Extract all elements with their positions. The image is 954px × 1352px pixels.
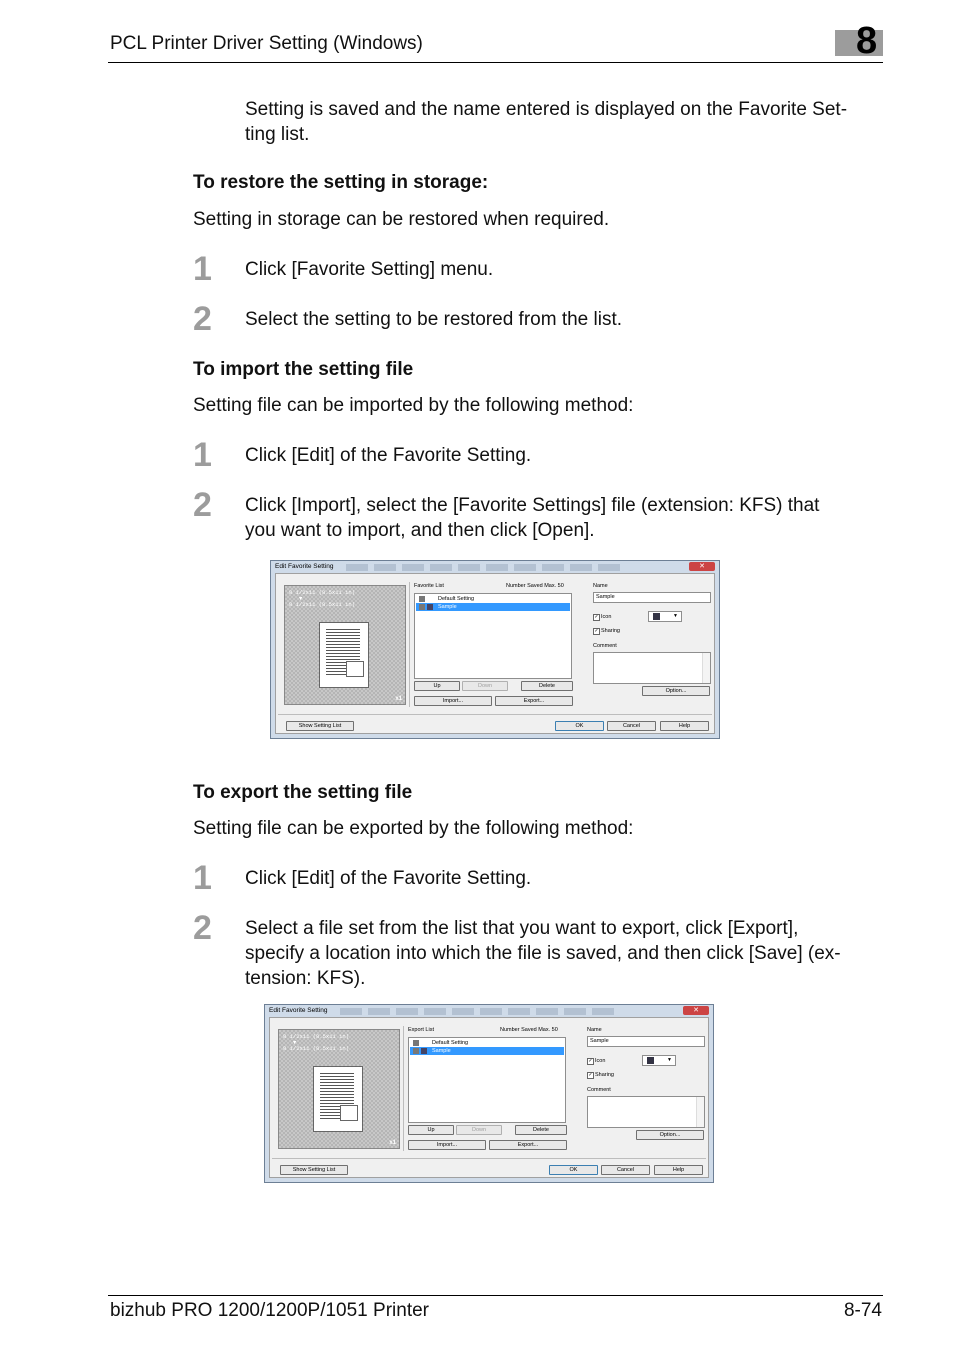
preview-paper-size: 8 1/2x11 (8.5x11 in) [289,589,356,596]
footer-rule [108,1295,883,1296]
sample-icon [413,1048,419,1054]
import-description: Setting file can be imported by the following method: [193,395,634,416]
copy-count: x1 [389,1140,396,1146]
printer-icon [427,604,433,610]
dialog-title: Edit Favorite Setting [269,1007,328,1014]
divider [278,714,712,715]
chapter-number: 8 [856,20,878,62]
preview-output-size: 8 1/2x11 (8.5x11 in) [289,601,356,608]
default-setting-icon [419,596,425,602]
step-number: 2 [193,909,212,947]
help-button[interactable]: Help [660,721,709,731]
icon-checkbox[interactable]: ✓ [594,614,599,620]
option-button[interactable]: Option... [636,1130,704,1140]
sharing-checkbox[interactable]: ✓ [594,628,599,634]
down-arrow-icon: ▼ [293,1039,297,1046]
ok-button[interactable]: OK [549,1165,598,1175]
list-item[interactable]: Default Setting [410,1039,564,1047]
sharing-label: Sharing [595,1072,614,1078]
step-number: 2 [193,486,212,524]
step-text: Click [Edit] of the Favorite Setting. [245,868,532,889]
down-arrow-icon: ▼ [299,595,303,602]
layout-preview [284,585,406,705]
chevron-down-icon: ▼ [673,613,678,619]
divider [403,1026,404,1151]
comment-input[interactable] [587,1096,705,1128]
option-button[interactable]: Option... [642,686,710,696]
name-input[interactable]: Sample [593,592,711,603]
step-text: Select the setting to be restored from the list. [245,309,623,330]
printer-icon [647,1057,654,1064]
step-text: Click [Edit] of the Favorite Setting. [245,445,532,466]
help-button[interactable]: Help [654,1165,703,1175]
printer-icon [653,613,660,620]
import-heading: To import the setting file [193,359,414,380]
favorite-list[interactable] [414,593,572,679]
scrollbar[interactable] [696,1097,704,1127]
intro-paragraph: Setting is saved and the name entered is displayed on the Favorite Set- ting list. [245,99,848,145]
step-number: 1 [193,859,212,897]
comment-input[interactable] [593,652,711,684]
step-text: Click [Import], select the [Favorite Settings] file (extension: KFS) that you want to import, and then click [Open]. [245,495,820,541]
up-button[interactable]: Up [414,681,460,691]
max-label: Number Saved Max. 50 [506,583,564,589]
import-button[interactable]: Import... [408,1140,486,1150]
layout-preview [278,1029,400,1149]
up-button[interactable]: Up [408,1125,454,1135]
dialog-title: Edit Favorite Setting [275,563,334,570]
preview-paper-size: 8 1/2x11 (8.5x11 in) [283,1033,350,1040]
icon-checkbox[interactable]: ✓ [588,1058,593,1064]
divider [272,1158,706,1159]
background-tabs [346,564,626,571]
down-button[interactable]: Down [456,1125,502,1135]
dialog-titlebar [271,561,719,573]
running-header: PCL Printer Driver Setting (Windows) [110,33,423,54]
name-label: Name [587,1027,602,1033]
footer-product: bizhub PRO 1200/1200P/1051 Printer [110,1300,429,1321]
export-button[interactable]: Export... [489,1140,567,1150]
preview-output-size: 8 1/2x11 (8.5x11 in) [283,1045,350,1052]
step-text: Select a file set from the list that you want to export, click [Export], specify a location into which the file is saved, and then click [Save] (ex- tension: KFS). [245,918,841,989]
copy-count: x1 [395,696,402,702]
step-number: 1 [193,250,212,288]
divider [409,582,410,707]
ok-button[interactable]: OK [555,721,604,731]
edit-favorite-dialog-import [270,560,720,739]
dialog-body [269,1017,709,1178]
icon-dropdown[interactable] [648,611,682,622]
export-list[interactable] [408,1037,566,1123]
cancel-button[interactable]: Cancel [607,721,656,731]
edit-favorite-dialog-export [264,1004,714,1183]
printer-icon [421,1048,427,1054]
paper-preview [313,1066,363,1132]
scrollbar[interactable] [702,653,710,683]
header-rule [108,62,883,63]
sharing-checkbox[interactable]: ✓ [588,1072,593,1078]
step-number: 1 [193,436,212,474]
icon-label: Icon [595,1058,606,1064]
chevron-down-icon: ▼ [667,1057,672,1063]
dialog-titlebar [265,1005,713,1017]
export-heading: To export the setting file [193,782,413,803]
sample-icon [419,604,425,610]
delete-button[interactable]: Delete [521,681,573,691]
icon-dropdown[interactable] [642,1055,676,1066]
name-input[interactable]: Sample [587,1036,705,1047]
page-number: 8-74 [843,1300,882,1321]
list-label: Favorite List [414,583,444,589]
list-item[interactable]: Default Setting [416,595,570,603]
dialog-body [275,573,715,734]
paper-preview [319,622,369,688]
close-icon[interactable]: ✕ [689,562,715,571]
cancel-button[interactable]: Cancel [601,1165,650,1175]
icon-label: Icon [601,614,612,620]
comment-label: Comment [587,1087,611,1093]
import-button[interactable]: Import... [414,696,492,706]
restore-description: Setting in storage can be restored when required. [193,209,610,230]
restore-heading: To restore the setting in storage: [193,172,489,193]
default-setting-icon [413,1040,419,1046]
sharing-label: Sharing [601,628,620,634]
page-icon [346,661,364,677]
comment-label: Comment [593,643,617,649]
list-label: Export List [408,1027,434,1033]
list-item[interactable]: Sample [410,1047,564,1055]
step-number: 2 [193,300,212,338]
page-icon [340,1105,358,1121]
step-text: Click [Favorite Setting] menu. [245,259,494,280]
name-label: Name [593,583,608,589]
down-button[interactable]: Down [462,681,508,691]
export-description: Setting file can be exported by the following method: [193,818,634,839]
list-item[interactable]: Sample [416,603,570,611]
show-setting-list-button[interactable]: Show Setting List [286,721,354,731]
max-label: Number Saved Max. 50 [500,1027,558,1033]
show-setting-list-button[interactable]: Show Setting List [280,1165,348,1175]
close-icon[interactable]: ✕ [683,1006,709,1015]
delete-button[interactable]: Delete [515,1125,567,1135]
export-button[interactable]: Export... [495,696,573,706]
background-tabs [340,1008,620,1015]
